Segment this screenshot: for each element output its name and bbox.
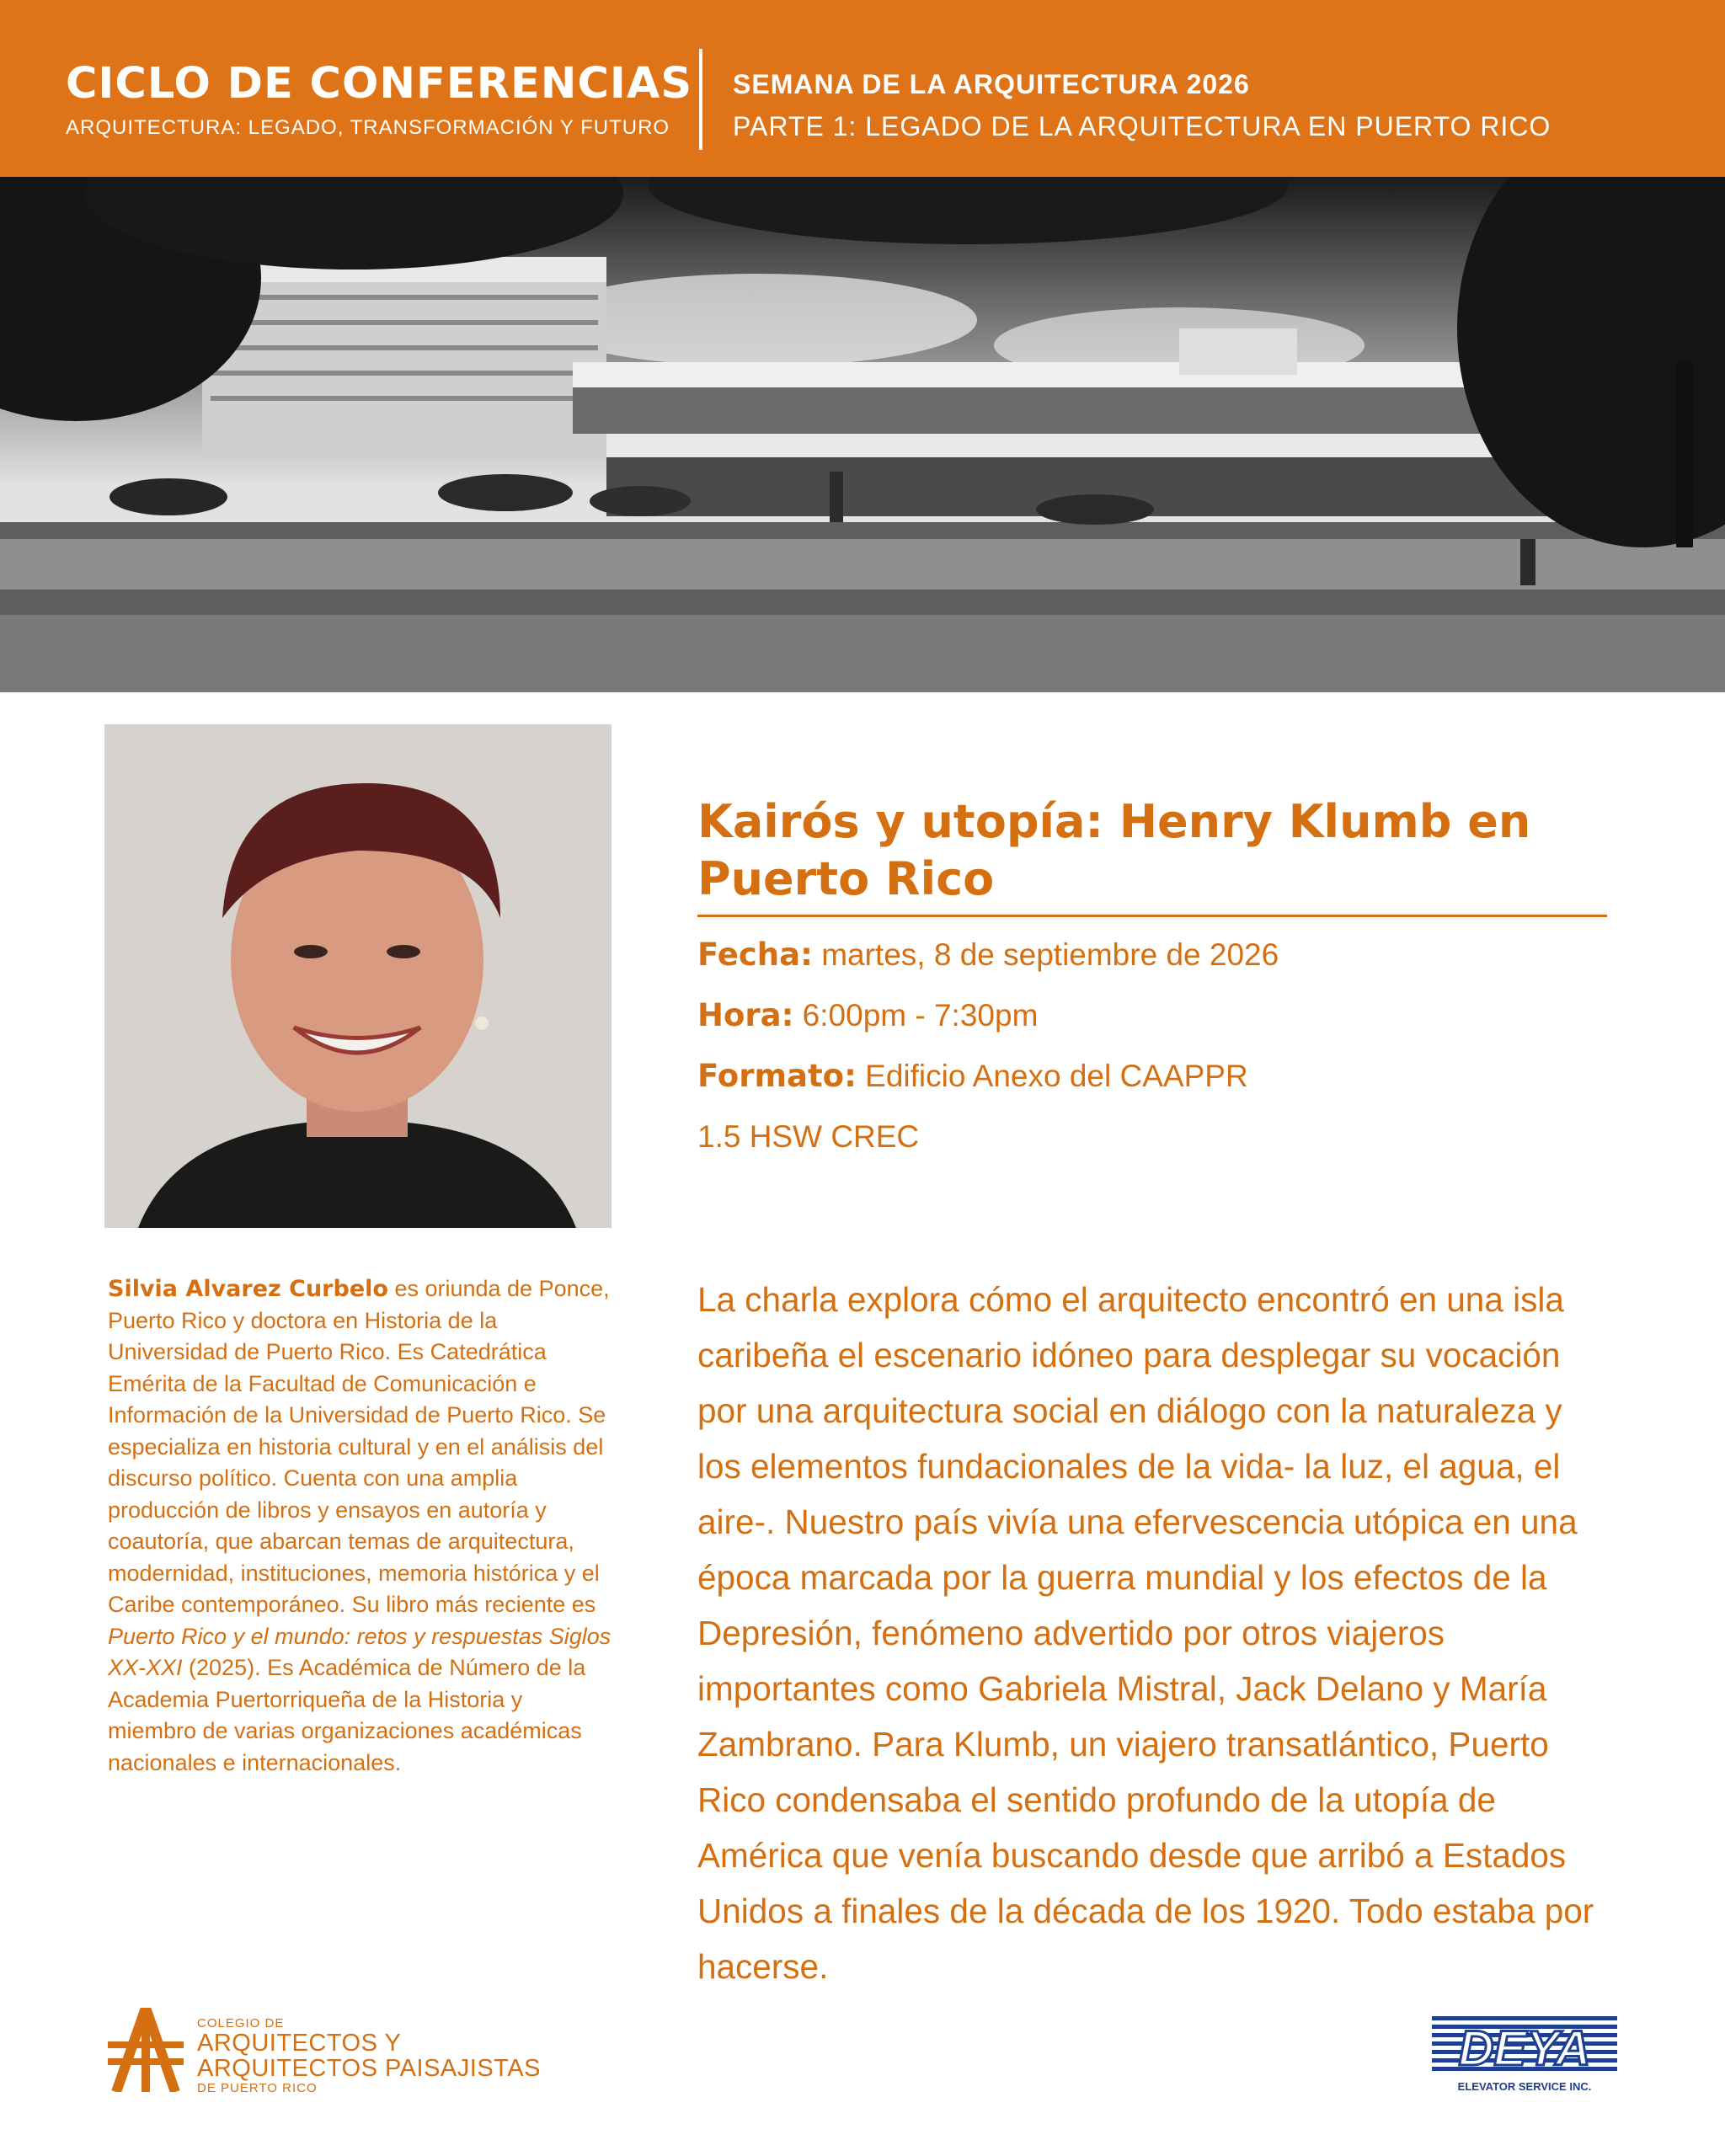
header-divider — [699, 49, 702, 150]
building-illustration — [0, 177, 1725, 692]
header-bar — [0, 0, 1725, 177]
date-label: Fecha: — [697, 937, 813, 973]
bio-text-1: es oriunda de Ponce, Puerto Rico y doctora en Historia de la Universidad de Puerto Rico. Es Catedrática Emérita de la Facultad de Comunicación e Información de la Universidad de Puerto Rico. Se especializa en historia cultural y en el análisis del discurso político. Cuenta con una amplia producción de libros y ensayos en autoría y coautoría, que abarcan temas de arquitectura, modernidad, instituciones, memoria histórica y el Caribe contemporáneo. Su libro más reciente es — [108, 1276, 610, 1617]
caappr-logo-text — [197, 2016, 541, 2095]
series-block — [66, 61, 692, 140]
org-line-3: ARQUITECTOS PAISAJISTAS — [197, 2055, 541, 2082]
event-name: SEMANA DE LA ARQUITECTURA 2026 — [733, 69, 1250, 99]
sponsor-subtitle: ELEVATOR SERVICE INC. — [1457, 2080, 1592, 2093]
talk-description: La charla explora cómo el arquitecto encontró en una isla caribeña el escenario idóneo para desplegar su vocación por una arquitectura social en diálogo con la naturaleza y los elementos fundacionales de la vida- la luz, el agua, el aire-. Nuestro país vivía una efervescencia utópica en una época marcada por la guerra mundial y los efectos de la Depresión, fenómeno advertido por otros viajeros importantes como Gabriela Mistral, Jack Delano y María Zambrano. Para Klumb, un viajero transatlántico, Puerto Rico condensaba el sentido profundo de la utopía de América que venía buscando desde que arribó a Estados Unidos a finales de la década de los 1920. Todo estaba por hacerse. — [697, 1280, 1594, 1986]
talk-title: Kairós y utopía: Henry Klumb en Puerto Rico — [697, 795, 1531, 905]
deya-logo-icon — [1432, 2011, 1617, 2095]
speaker-name: Silvia Alvarez Curbelo — [108, 1276, 388, 1302]
series-subtitle: ARQUITECTURA: LEGADO, TRANSFORMACIÓN Y FUTURO — [66, 116, 670, 139]
org-line-4: DE PUERTO RICO — [197, 2081, 318, 2095]
title-underline — [697, 915, 1607, 917]
date-value: martes, 8 de septiembre de 2026 — [812, 937, 1279, 972]
deya-logo — [1432, 2011, 1617, 2100]
speaker-bio — [108, 1273, 613, 1779]
sponsor-name: DEYA — [1458, 2021, 1591, 2076]
series-title: CICLO DE CONFERENCIAS — [66, 59, 693, 109]
org-line-2: ARQUITECTOS Y — [197, 2030, 402, 2057]
book-title: Puerto Rico y el mundo: retos y respuestas Siglos XX-XXI — [108, 1623, 611, 1680]
time-value: 6:00pm - 7:30pm — [793, 998, 1039, 1033]
format-row — [697, 1046, 1279, 1107]
org-line-1: COLEGIO DE — [197, 2016, 285, 2031]
format-label: Formato: — [697, 1058, 857, 1094]
date-row — [697, 925, 1279, 985]
hero-building-photo — [0, 177, 1725, 692]
event-part: PARTE 1: LEGADO DE LA ARQUITECTURA EN PUERTO RICO — [733, 111, 1551, 141]
talk-details — [697, 925, 1279, 1167]
speaker-portrait-illustration — [104, 724, 611, 1228]
format-value: Edificio Anexo del CAAPPR — [856, 1059, 1248, 1093]
speaker-photo — [104, 724, 611, 1228]
credits: 1.5 HSW CREC — [697, 1119, 920, 1154]
event-block — [733, 63, 1551, 147]
time-row — [697, 985, 1279, 1046]
bio-text-2: (2025). Es Académica de Número de la Academia Puertorriqueña de la Historia y miembro de varias organizaciones académicas nacionales e internacionales. — [108, 1655, 586, 1775]
time-label: Hora: — [697, 997, 794, 1033]
caappr-logo-icon — [108, 2008, 184, 2096]
